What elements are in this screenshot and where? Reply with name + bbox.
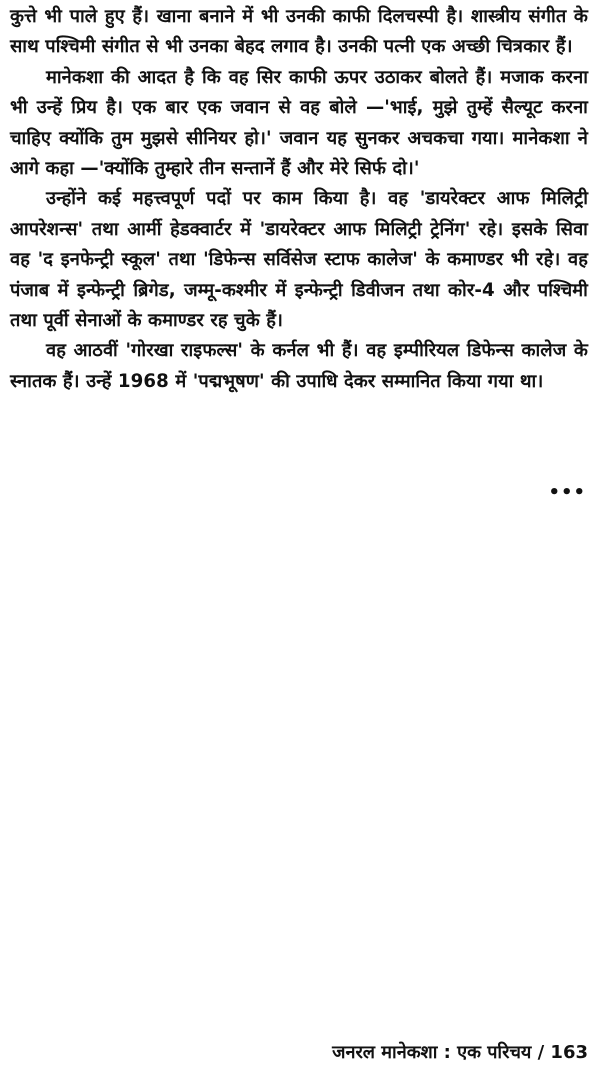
paragraph-manekshaw-habit: मानेकशा की आदत है कि वह सिर काफी ऊपर उठाकर बोलते हैं। मजाक करना भी उन्हें प्रिय है। एक बार एक जवान से वह बोले —'भाई, मुझे तुम्हें सैल्यूट करना चाहिए क्योंकि तुम मुझसे सीनियर हो।' जवान यह सुनकर अचकचा गया। मानेकशा ने आगे कहा —'क्योंकि तुम्हारे तीन सन्तानें हैं और मेरे सिर्फ दो।' (10, 66, 588, 180)
running-footer: जनरल मानेकशा : एक परिचय / 163 (332, 1042, 588, 1063)
paragraph-gorkha-rifles: वह आठवीं 'गोरखा राइफल्स' के कर्नल भी हैं। वह इम्पीरियल डिफेन्स कालेज के स्नातक हैं। उन्हें 1968 में 'पद्मभूषण' की उपाधि देकर सम्मानित किया गया था। (10, 340, 588, 392)
section-end-ornament: ••• (548, 482, 586, 503)
paragraph-continued: कुत्ते भी पाले हुए हैं। खाना बनाने में भी उनकी काफी दिलचस्पी है। शास्त्रीय संगीत के साथ पश्चिमी संगीत से भी उनका बेहद लगाव है। उनकी पत्नी एक अच्छी चित्रकार हैं। (10, 6, 588, 58)
paragraph-important-posts: उन्होंने कई महत्त्वपूर्ण पदों पर काम किया है। वह 'डायरेक्टर आफ मिलिट्री आपरेशन्स' तथा आर्मी हेडक्वार्टर में 'डायरेक्टर आफ मिलिट्री ट्रेनिंग' रहे। इसके सिवा वह 'द इनफेन्ट्री स्कूल' तथा 'डिफेन्स सर्विसेज स्टाफ कालेज' के कमाण्डर भी रहे। वह पंजाब में इन्फेन्ट्री ब्रिगेड, जम्मू-कश्मीर में इन्फेन्ट्री डिवीजन तथा कोर-4 और पश्चिमी तथा पूर्वी सेनाओं के कमाण्डर रह चुके हैं। (10, 188, 588, 332)
body-text (10, 2, 588, 397)
